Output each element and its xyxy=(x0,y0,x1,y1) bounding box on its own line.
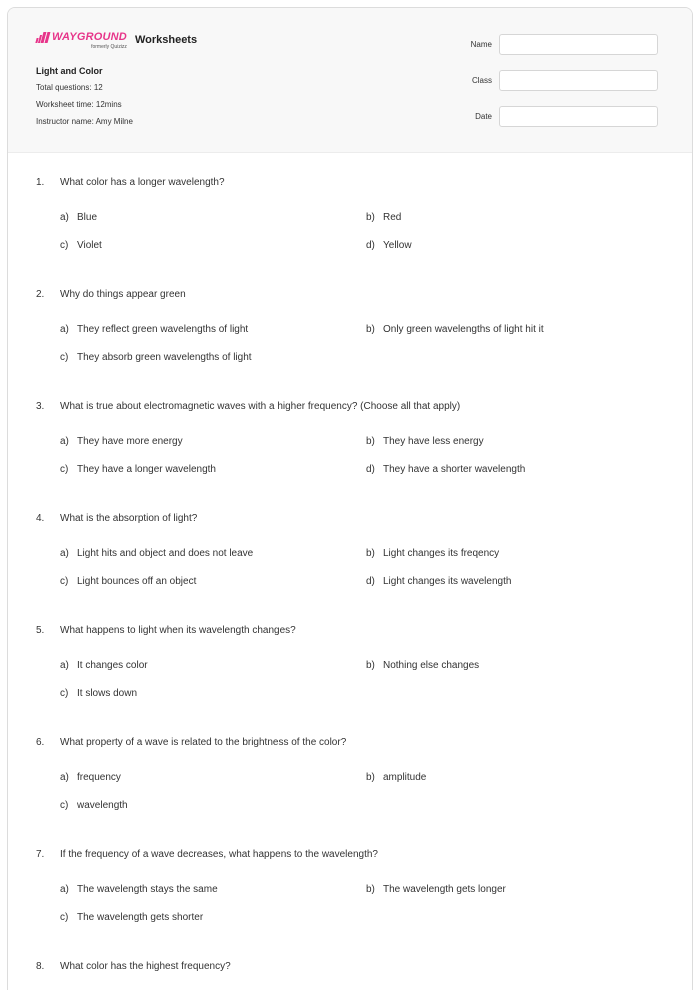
date-field-row xyxy=(448,106,658,127)
name-label: Name xyxy=(470,40,492,49)
question-number: 2. xyxy=(36,289,45,300)
question-number: 3. xyxy=(36,401,45,412)
worksheet-time: Worksheet time: 12mins xyxy=(36,100,122,109)
option-b: b) Light changes its freqency xyxy=(366,548,500,559)
option-a: a) The wavelength stays the same xyxy=(60,884,218,895)
logo-mark-icon xyxy=(36,32,50,43)
worksheet-meta xyxy=(36,66,133,134)
question-number: 6. xyxy=(36,737,45,748)
question-number: 4. xyxy=(36,513,45,524)
option-c: c) The wavelength gets shorter xyxy=(60,912,204,923)
question-text: What is the absorption of light? xyxy=(60,513,198,524)
wayground-logo xyxy=(36,32,127,50)
question-text: If the frequency of a wave decreases, what happens to the wavelength? xyxy=(60,849,378,860)
brand xyxy=(36,32,197,50)
option-a: a) They reflect green wavelengths of light xyxy=(60,324,249,335)
option-c: c) They absorb green wavelengths of light xyxy=(60,352,252,363)
option-b: b) Nothing else changes xyxy=(366,660,480,671)
date-field[interactable] xyxy=(499,106,658,127)
class-field[interactable] xyxy=(499,70,658,91)
question-text: Why do things appear green xyxy=(60,289,186,300)
name-field[interactable] xyxy=(499,34,658,55)
instructor-name: Instructor name: Amy Milne xyxy=(36,117,133,126)
option-d: d) Light changes its wavelength xyxy=(366,576,512,587)
question-text: What happens to light when its wavelength changes? xyxy=(60,625,296,636)
worksheet-header xyxy=(8,8,692,153)
question-number: 1. xyxy=(36,177,45,188)
question-text: What is true about electromagnetic waves with a higher frequency? (Choose all that apply) xyxy=(60,401,461,412)
question-number: 8. xyxy=(36,961,45,972)
option-c: c) It slows down xyxy=(60,688,138,699)
product-name: Worksheets xyxy=(134,34,198,46)
question-number: 7. xyxy=(36,849,45,860)
date-label: Date xyxy=(475,112,492,121)
question-number: 5. xyxy=(36,625,45,636)
option-a: a) Light hits and object and does not leave xyxy=(60,548,254,559)
worksheet-title: Light and Color xyxy=(36,66,103,76)
option-d: d) Yellow xyxy=(366,240,412,251)
option-b: b) amplitude xyxy=(366,772,427,783)
name-field-row xyxy=(448,34,658,55)
option-a: a) They have more energy xyxy=(60,436,183,447)
option-a: a) Blue xyxy=(60,212,98,223)
worksheet xyxy=(7,7,693,990)
option-c: c) wavelength xyxy=(60,800,128,811)
question-text: What color has the highest frequency? xyxy=(60,961,231,972)
option-b: b) The wavelength gets longer xyxy=(366,884,506,895)
option-a: a) frequency xyxy=(60,772,121,783)
class-field-row xyxy=(448,70,658,91)
option-c: c) Light bounces off an object xyxy=(60,576,197,587)
logo-wordmark: WAYGROUND xyxy=(52,31,127,43)
student-fields xyxy=(448,34,658,142)
logo-subtitle: formerly Quizizz xyxy=(91,44,127,50)
total-questions: Total questions: 12 xyxy=(36,83,103,92)
option-d: d) They have a shorter wavelength xyxy=(366,464,526,475)
option-c: c) Violet xyxy=(60,240,102,251)
option-b: b) Red xyxy=(366,212,402,223)
question-text: What color has a longer wavelength? xyxy=(60,177,225,188)
class-label: Class xyxy=(471,76,492,85)
question-text: What property of a wave is related to the brightness of the color? xyxy=(60,737,347,748)
option-b: b) Only green wavelengths of light hit it xyxy=(366,324,544,335)
option-b: b) They have less energy xyxy=(366,436,484,447)
option-c: c) They have a longer wavelength xyxy=(60,464,216,475)
option-a: a) It changes color xyxy=(60,660,148,671)
